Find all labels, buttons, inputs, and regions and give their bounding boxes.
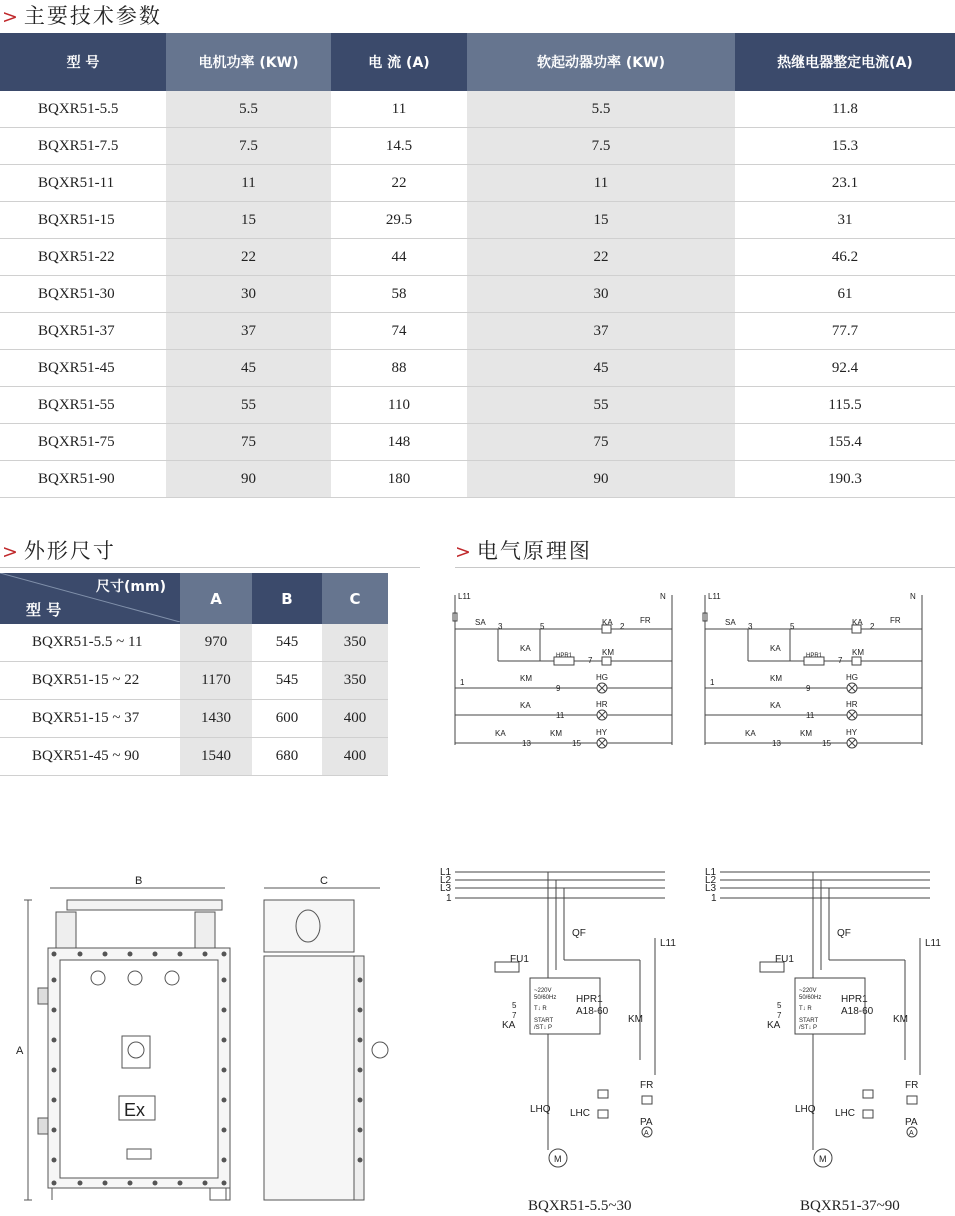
control-circuit-left bbox=[453, 592, 672, 748]
dimension-table-header bbox=[0, 573, 388, 624]
table-cell: 14.5 bbox=[331, 128, 467, 165]
section-title-dimensions: > 外形尺寸 bbox=[2, 539, 116, 563]
table-cell: 30 bbox=[467, 276, 735, 313]
table-row bbox=[0, 350, 955, 387]
table-cell: BQXR51-15 ~ 37 bbox=[0, 700, 180, 738]
main-circuit-left bbox=[440, 867, 676, 1167]
section-title-schematic: > 电气原理图 bbox=[455, 539, 592, 563]
spec-table bbox=[0, 33, 955, 498]
table-row bbox=[0, 128, 955, 165]
table-cell: 148 bbox=[331, 424, 467, 461]
table-cell: 11 bbox=[166, 165, 331, 202]
main-circuit-right bbox=[705, 867, 941, 1167]
table-cell: 92.4 bbox=[735, 350, 955, 387]
header-soft-starter-power: 软起动器功率 (KW) bbox=[467, 33, 735, 91]
table-cell: 1540 bbox=[180, 738, 252, 776]
section-divider bbox=[0, 567, 420, 568]
table-cell: 31 bbox=[735, 202, 955, 239]
table-cell: 600 bbox=[252, 700, 322, 738]
caption-main-circuit-left: BQXR51-5.5~30 bbox=[528, 1198, 632, 1214]
table-cell: 115.5 bbox=[735, 387, 955, 424]
table-cell: 110 bbox=[331, 387, 467, 424]
table-cell: 55 bbox=[166, 387, 331, 424]
dimension-label-b: B bbox=[135, 875, 143, 887]
header-b: B bbox=[252, 573, 322, 624]
header-corner: 尺寸(mm) 型 号 bbox=[0, 573, 180, 624]
section-arrow-icon: > bbox=[2, 541, 20, 563]
table-cell: 46.2 bbox=[735, 239, 955, 276]
control-circuit-diagrams bbox=[450, 585, 955, 755]
table-row bbox=[0, 387, 955, 424]
table-cell: 74 bbox=[331, 313, 467, 350]
table-cell: BQXR51-30 bbox=[0, 276, 166, 313]
table-cell: 15 bbox=[467, 202, 735, 239]
table-cell: BQXR51-11 bbox=[0, 165, 166, 202]
table-cell: 5.5 bbox=[166, 91, 331, 128]
table-row bbox=[0, 239, 955, 276]
main-circuit-diagrams bbox=[430, 860, 955, 1180]
table-cell: 400 bbox=[322, 700, 388, 738]
table-row bbox=[0, 91, 955, 128]
table-cell: 545 bbox=[252, 662, 322, 700]
table-cell: BQXR51-5.5 bbox=[0, 91, 166, 128]
table-cell: 30 bbox=[166, 276, 331, 313]
table-row bbox=[0, 424, 955, 461]
table-row bbox=[0, 461, 955, 498]
table-cell: 55 bbox=[467, 387, 735, 424]
table-cell: 190.3 bbox=[735, 461, 955, 498]
table-cell: 7.5 bbox=[166, 128, 331, 165]
table-row bbox=[0, 165, 955, 202]
table-cell: 45 bbox=[467, 350, 735, 387]
table-cell: 44 bbox=[331, 239, 467, 276]
table-cell: 45 bbox=[166, 350, 331, 387]
table-row bbox=[0, 202, 955, 239]
table-row bbox=[0, 738, 388, 776]
table-cell: 15 bbox=[166, 202, 331, 239]
table-cell: 22 bbox=[166, 239, 331, 276]
caption-main-circuit-right: BQXR51-37~90 bbox=[800, 1198, 900, 1214]
table-cell: 77.7 bbox=[735, 313, 955, 350]
table-cell: 155.4 bbox=[735, 424, 955, 461]
table-cell: BQXR51-15 ~ 22 bbox=[0, 662, 180, 700]
enclosure-drawings bbox=[10, 870, 405, 1210]
table-row bbox=[0, 313, 955, 350]
table-cell: BQXR51-90 bbox=[0, 461, 166, 498]
table-row bbox=[0, 276, 955, 313]
table-cell: 11.8 bbox=[735, 91, 955, 128]
table-cell: 400 bbox=[322, 738, 388, 776]
section-arrow-icon: > bbox=[455, 541, 473, 563]
table-cell: 11 bbox=[331, 91, 467, 128]
table-cell: 5.5 bbox=[467, 91, 735, 128]
dimension-label-a: A bbox=[16, 1045, 24, 1057]
section-divider bbox=[455, 567, 955, 568]
table-row bbox=[0, 662, 388, 700]
table-cell: 37 bbox=[166, 313, 331, 350]
header-thermal-relay-current: 热继电器整定电流(A) bbox=[735, 33, 955, 91]
table-cell: 22 bbox=[331, 165, 467, 202]
table-cell: 75 bbox=[467, 424, 735, 461]
table-cell: BQXR51-15 bbox=[0, 202, 166, 239]
dimension-label-c: C bbox=[320, 875, 328, 887]
header-c: C bbox=[322, 573, 388, 624]
table-cell: BQXR51-5.5 ~ 11 bbox=[0, 624, 180, 662]
table-cell: 350 bbox=[322, 662, 388, 700]
table-cell: BQXR51-45 ~ 90 bbox=[0, 738, 180, 776]
table-cell: BQXR51-75 bbox=[0, 424, 166, 461]
section-title-specs: > 主要技术参数 bbox=[2, 4, 162, 28]
table-cell: 58 bbox=[331, 276, 467, 313]
table-cell: 88 bbox=[331, 350, 467, 387]
section-arrow-icon: > bbox=[2, 6, 20, 28]
table-cell: 545 bbox=[252, 624, 322, 662]
table-cell: 1430 bbox=[180, 700, 252, 738]
dimension-table bbox=[0, 573, 388, 776]
table-cell: 15.3 bbox=[735, 128, 955, 165]
header-model: 型 号 bbox=[0, 33, 166, 91]
spec-table-header bbox=[0, 33, 955, 91]
table-cell: 90 bbox=[467, 461, 735, 498]
table-row bbox=[0, 624, 388, 662]
table-cell: 90 bbox=[166, 461, 331, 498]
table-cell: 23.1 bbox=[735, 165, 955, 202]
header-motor-power: 电机功率 (KW) bbox=[166, 33, 331, 91]
table-cell: 180 bbox=[331, 461, 467, 498]
header-a: A bbox=[180, 573, 252, 624]
table-cell: BQXR51-45 bbox=[0, 350, 166, 387]
table-cell: 680 bbox=[252, 738, 322, 776]
table-cell: 1170 bbox=[180, 662, 252, 700]
table-cell: 75 bbox=[166, 424, 331, 461]
table-cell: BQXR51-37 bbox=[0, 313, 166, 350]
control-circuit-right bbox=[703, 592, 922, 748]
table-row bbox=[0, 700, 388, 738]
ex-mark: Ex bbox=[124, 1100, 146, 1120]
table-cell: BQXR51-22 bbox=[0, 239, 166, 276]
table-cell: 11 bbox=[467, 165, 735, 202]
table-cell: 37 bbox=[467, 313, 735, 350]
table-cell: 350 bbox=[322, 624, 388, 662]
table-cell: 7.5 bbox=[467, 128, 735, 165]
table-cell: BQXR51-7.5 bbox=[0, 128, 166, 165]
table-cell: 29.5 bbox=[331, 202, 467, 239]
header-current: 电 流 (A) bbox=[331, 33, 467, 91]
table-cell: 22 bbox=[467, 239, 735, 276]
table-cell: 970 bbox=[180, 624, 252, 662]
table-cell: 61 bbox=[735, 276, 955, 313]
table-cell: BQXR51-55 bbox=[0, 387, 166, 424]
